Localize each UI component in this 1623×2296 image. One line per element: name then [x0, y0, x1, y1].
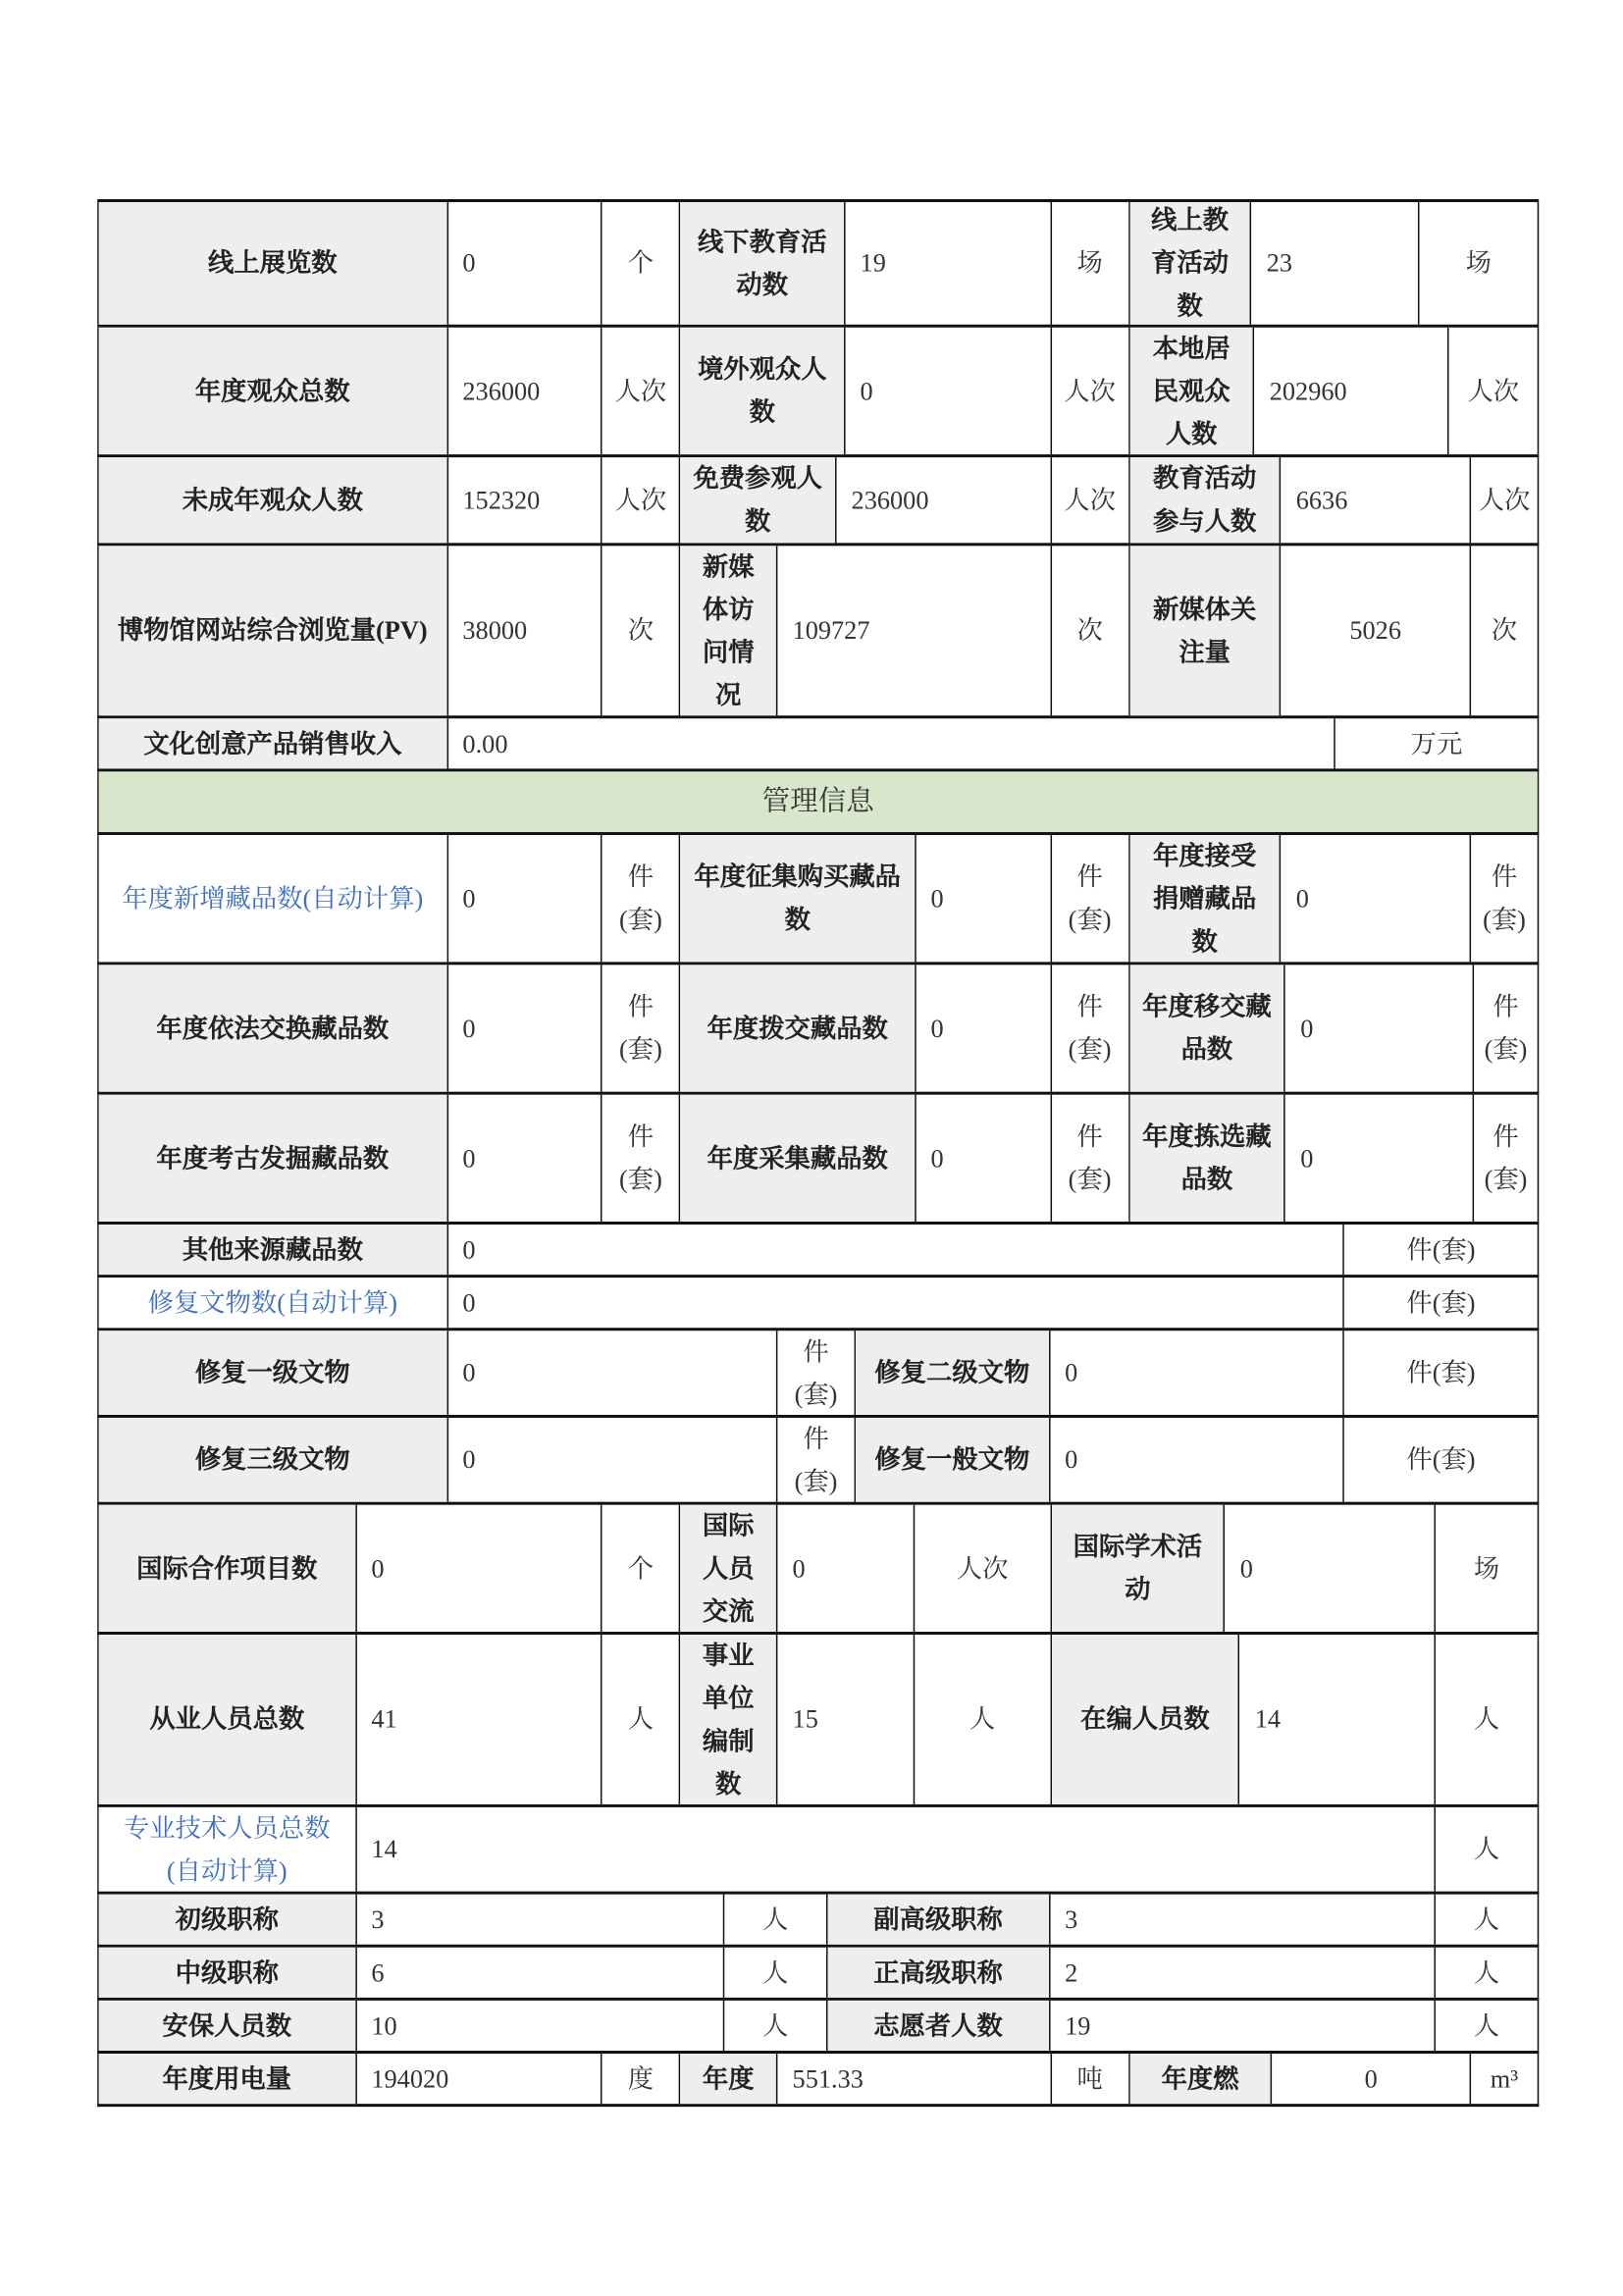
field-value: 6636 — [1282, 457, 1472, 543]
field-label: 在编人员数 — [1052, 1635, 1240, 1804]
field-value: 551.33 — [778, 2054, 1052, 2104]
unit-label: 场 — [1473, 1552, 1500, 1583]
field-value: 0 — [778, 1505, 916, 1632]
field-label: 其他来源藏品数 — [99, 1225, 448, 1275]
unit-label: 件(套) — [1052, 965, 1130, 1091]
field-value: 23 — [1252, 202, 1420, 325]
field-value: 0 — [1050, 1331, 1344, 1415]
field-value: 0 — [1285, 1095, 1474, 1222]
unit-label: 万元 — [1410, 728, 1463, 758]
field-value: 14 — [356, 1807, 1436, 1892]
unit-label: 件(套) — [602, 1095, 681, 1222]
field-value: 15 — [778, 1635, 916, 1804]
field-value: 0 — [447, 1225, 1344, 1275]
field-value: 41 — [356, 1635, 602, 1804]
field-label: 年度燃 — [1129, 2054, 1273, 2104]
field-value: 0 — [447, 1095, 602, 1222]
field-value: 236000 — [447, 328, 602, 454]
unit-label: 件(套) — [1484, 991, 1528, 1065]
unit-label: 次 — [602, 546, 681, 715]
field-value: 19 — [1050, 2001, 1436, 2051]
field-label: 年度征集购买藏品数 — [680, 835, 916, 962]
field-value: 0 — [1285, 965, 1474, 1091]
unit-label: 件(套) — [602, 965, 681, 1091]
unit-label: 人 — [1473, 1957, 1500, 1987]
field-label: 年度 — [680, 2054, 777, 2104]
table-row — [97, 835, 1539, 965]
table-row — [97, 1505, 1539, 1635]
field-label: 线上展览数 — [99, 202, 448, 325]
table-row — [97, 546, 1539, 718]
field-label: 文化创意产品销售收入 — [99, 718, 448, 768]
field-label: 中级职称 — [99, 1948, 357, 1998]
field-label: 年度考古发掘藏品数 — [99, 1095, 448, 1222]
table-row — [97, 199, 1539, 328]
table-row — [97, 1278, 1539, 1331]
unit-label: 件(套) — [1406, 1286, 1476, 1317]
field-value: 0.00 — [447, 718, 1335, 768]
table-row — [97, 1095, 1539, 1225]
field-label: 教育活动参与人数 — [1129, 457, 1282, 543]
unit-label: 人次 — [1467, 375, 1520, 405]
unit-label: 个 — [602, 1505, 681, 1632]
field-label: 修复一般文物 — [856, 1418, 1050, 1502]
unit-label: 人 — [724, 1948, 827, 1998]
field-value: 0 — [916, 835, 1052, 962]
table-row — [97, 2001, 1539, 2054]
unit-label: 场 — [1052, 202, 1130, 325]
field-value: 109727 — [778, 546, 1052, 715]
section-header: 管理信息 — [99, 771, 1538, 832]
field-label: 初级职称 — [99, 1895, 357, 1945]
field-label: 安保人员数 — [99, 2001, 357, 2051]
unit-label: 件(套) — [1406, 1444, 1476, 1475]
field-label: 年度依法交换藏品数 — [99, 965, 448, 1091]
field-label: 未成年观众人数 — [99, 457, 448, 543]
table-row — [97, 1895, 1539, 1948]
table-row — [97, 1807, 1539, 1895]
unit-label: 件(套) — [1484, 1121, 1528, 1194]
field-label: 专业技术人员总数(自动计算) — [99, 1807, 357, 1892]
field-value: 0 — [447, 1418, 777, 1502]
field-label: 年度接受捐赠藏品数 — [1129, 835, 1282, 962]
field-value: 0 — [846, 328, 1052, 454]
unit-label: 度 — [602, 2054, 681, 2104]
unit-label: 人 — [1473, 1703, 1500, 1734]
table-row — [97, 457, 1539, 546]
unit-label: 次 — [1052, 546, 1130, 715]
field-label: 国际学术活动 — [1052, 1505, 1226, 1632]
field-value: 0 — [447, 1331, 777, 1415]
unit-label: 件(套) — [1052, 1095, 1130, 1222]
field-value: 5026 — [1282, 546, 1472, 715]
field-label: 修复一级文物 — [99, 1331, 448, 1415]
field-value: 14 — [1240, 1635, 1437, 1804]
field-value: 0 — [916, 965, 1052, 1091]
field-value: 236000 — [837, 457, 1052, 543]
unit-label: 场 — [1465, 247, 1492, 278]
field-label: 年度观众总数 — [99, 328, 448, 454]
field-label: 年度拣选藏品数 — [1129, 1095, 1285, 1222]
field-value: 194020 — [356, 2054, 602, 2104]
field-label: 国际人员交流 — [680, 1505, 777, 1632]
field-label: 副高级职称 — [827, 1895, 1050, 1945]
field-value: 0 — [447, 835, 602, 962]
unit-label: m³ — [1490, 2062, 1519, 2093]
unit-label: 件(套) — [777, 1331, 856, 1415]
field-value: 152320 — [447, 457, 602, 543]
field-label: 年度移交藏品数 — [1129, 965, 1285, 1091]
unit-label: 人次 — [1478, 484, 1531, 515]
field-label: 正高级职称 — [827, 1948, 1050, 1998]
unit-label: 个 — [602, 202, 681, 325]
unit-label: 人 — [1473, 2009, 1500, 2040]
field-value: 0 — [1282, 835, 1472, 962]
field-value: 38000 — [447, 546, 602, 715]
table-row — [97, 771, 1539, 835]
field-label: 年度采集藏品数 — [680, 1095, 916, 1222]
field-label: 新媒体关注量 — [1129, 546, 1282, 715]
field-value: 202960 — [1255, 328, 1449, 454]
unit-label: 人 — [602, 1635, 681, 1804]
table-row — [97, 1225, 1539, 1278]
field-value: 0 — [1273, 2054, 1472, 2104]
unit-label: 吨 — [1052, 2054, 1130, 2104]
field-label: 修复文物数(自动计算) — [99, 1278, 448, 1328]
unit-label: 人次 — [1052, 328, 1130, 454]
field-label: 志愿者人数 — [827, 2001, 1050, 2051]
table-row — [97, 965, 1539, 1094]
field-label: 本地居民观众人数 — [1129, 328, 1255, 454]
field-label: 年度拨交藏品数 — [680, 965, 916, 1091]
field-label: 从业人员总数 — [99, 1635, 357, 1804]
field-value: 0 — [1226, 1505, 1437, 1632]
unit-label: 次 — [1491, 615, 1518, 646]
field-value: 19 — [846, 202, 1052, 325]
field-label: 博物馆网站综合浏览量(PV) — [99, 546, 448, 715]
unit-label: 人次 — [915, 1505, 1052, 1632]
field-label: 国际合作项目数 — [99, 1505, 357, 1632]
field-label: 年度新增藏品数(自动计算) — [99, 835, 448, 962]
unit-label: 人 — [915, 1635, 1052, 1804]
table-row — [97, 1331, 1539, 1418]
table-row — [97, 1948, 1539, 2001]
field-value: 0 — [447, 202, 602, 325]
unit-label: 人 — [724, 2001, 827, 2051]
unit-label: 人 — [1473, 1833, 1500, 1864]
field-label: 年度用电量 — [99, 2054, 357, 2104]
unit-label: 件(套) — [1483, 861, 1526, 934]
table-row — [97, 2054, 1539, 2107]
table-row — [97, 718, 1539, 771]
field-label: 修复二级文物 — [856, 1331, 1050, 1415]
field-value: 0 — [1050, 1418, 1344, 1502]
table-row — [97, 1418, 1539, 1505]
field-value: 6 — [356, 1948, 724, 1998]
field-label: 免费参观人数 — [680, 457, 836, 543]
field-label: 新媒体访问情况 — [680, 546, 777, 715]
unit-label: 人次 — [602, 457, 681, 543]
field-value: 0 — [447, 1278, 1344, 1328]
field-value: 0 — [447, 965, 602, 1091]
field-value: 10 — [356, 2001, 724, 2051]
field-label: 线下教育活动数 — [680, 202, 845, 325]
unit-label: 件(套) — [777, 1418, 856, 1502]
unit-label: 人次 — [602, 328, 681, 454]
unit-label: 人 — [1473, 1904, 1500, 1934]
field-value: 3 — [356, 1895, 724, 1945]
field-label: 事业单位编制数 — [680, 1635, 777, 1804]
unit-label: 件(套) — [1406, 1233, 1476, 1264]
table-row — [97, 1635, 1539, 1807]
table-row — [97, 328, 1539, 457]
field-value: 2 — [1050, 1948, 1436, 1998]
unit-label: 人次 — [1052, 457, 1130, 543]
unit-label: 件(套) — [602, 835, 681, 962]
field-value: 3 — [1050, 1895, 1436, 1945]
field-value: 0 — [356, 1505, 602, 1632]
unit-label: 件(套) — [1052, 835, 1130, 962]
field-label: 境外观众人数 — [680, 328, 845, 454]
unit-label: 人 — [724, 1895, 827, 1945]
field-label: 修复三级文物 — [99, 1418, 448, 1502]
unit-label: 件(套) — [1406, 1357, 1476, 1387]
field-label: 线上教育活动数 — [1129, 202, 1252, 325]
field-value: 0 — [916, 1095, 1052, 1222]
